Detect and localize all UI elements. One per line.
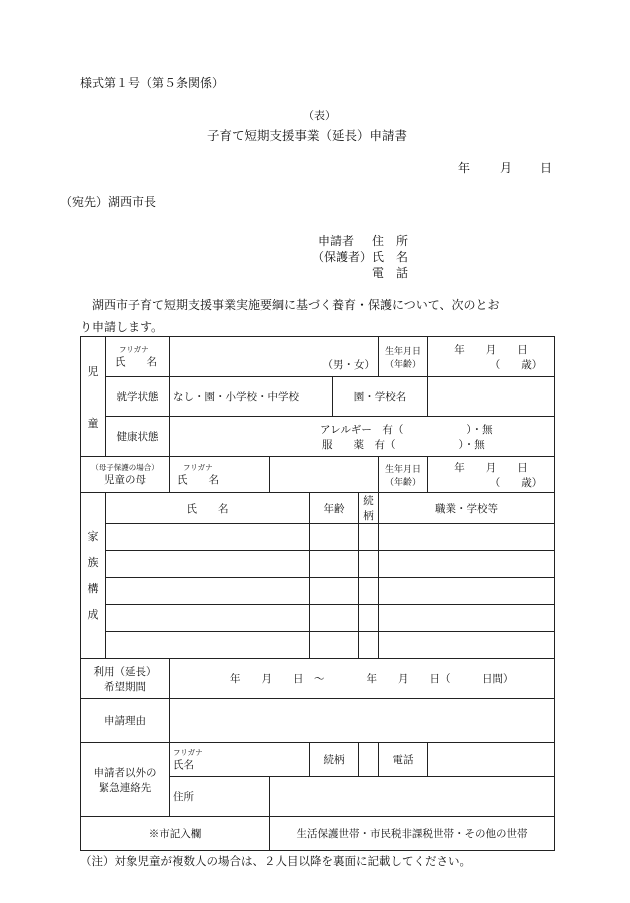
period-field[interactable]: 年 月 日 ～ 年 月 日（ 日間） [170,659,555,699]
office-row [81,817,555,851]
family-age-cell[interactable] [310,524,359,551]
application-table [80,336,555,851]
family-relation-cell[interactable] [359,524,379,551]
mother-birth-date: 年 月 日 [454,461,528,474]
family-name-cell[interactable] [106,578,310,605]
family-age-cell[interactable] [310,551,359,578]
family-col-name: 氏 名 [106,493,310,524]
office-options: 生活保護世帯・市民税非課税世帯・その他の世帯 [270,817,555,851]
family-job-cell[interactable] [379,632,555,659]
family-row [81,551,555,578]
child-status-label: 就学状態 [106,377,170,417]
emergency-label-cell [81,743,170,817]
child-health-field[interactable] [170,417,555,457]
child-allergy-line[interactable]: アレルギー 有（ ）・無 [320,423,493,436]
child-medicine-line[interactable]: 服 薬 有（ ）・無 [322,438,485,451]
family-row [81,524,555,551]
mother-row [81,457,555,493]
applicant-label: 申請者 [318,234,355,248]
child-age-value: （ 歳） [489,358,543,371]
child-status-row [81,377,555,417]
child-birth-label-cell [379,337,428,377]
family-age-cell[interactable] [310,605,359,632]
address-label: 住 所 [372,234,409,248]
family-col-age: 年齢 [310,493,359,524]
side-label: （表） [303,109,336,122]
office-label: ※市記入欄 [81,817,270,851]
child-birth-field[interactable] [428,337,555,377]
mother-label-cell [81,457,170,493]
mother-birth-field[interactable] [428,457,555,493]
mother-birth-label-cell [379,457,428,493]
mother-name-label: 氏 名 [177,473,219,486]
emergency-label-2: 緊急連絡先 [98,781,152,794]
emergency-label-1: 申請者以外の [93,766,157,779]
footer-note: （注）対象児童が複数人の場合は、２人目以降を裏面に記載してください。 [80,854,471,868]
child-birth-date: 年 月 日 [454,343,528,356]
family-job-cell[interactable] [379,524,555,551]
family-age-cell[interactable] [310,632,359,659]
emergency-phone-field[interactable] [428,743,555,777]
family-header-row [81,493,555,524]
family-relation-cell[interactable] [359,551,379,578]
mother-age-value: （ 歳） [489,476,543,489]
reason-row [81,699,555,743]
family-row [81,578,555,605]
phone-label: 電 話 [372,266,409,280]
name-label: 氏 名 [372,250,409,264]
date-year: 年 [458,161,471,175]
child-name-row [81,337,555,377]
date-month: 月 [500,161,513,175]
reason-label: 申請理由 [81,699,170,743]
family-job-cell[interactable] [379,551,555,578]
emergency-furigana-label: フリガナ [173,747,203,757]
child-health-row [81,417,555,457]
family-name-cell[interactable] [106,551,310,578]
family-relation-cell[interactable] [359,632,379,659]
family-job-cell[interactable] [379,605,555,632]
emergency-name-label: 氏名 [173,758,194,771]
family-col-job: 職業・学校等 [379,493,555,524]
emergency-phone-label: 電話 [379,743,428,777]
period-label-cell [81,659,170,699]
child-school-label: 園・学校名 [333,377,428,417]
child-school-field[interactable] [428,377,555,417]
child-name-label-cell [106,337,170,377]
family-row [81,605,555,632]
family-section-label: 家 族 構 成 [81,493,106,659]
mother-birth-label: 生年月日 [385,464,422,475]
child-age-label: （年齢） [385,359,422,370]
period-label-2: 希望期間 [104,680,146,693]
child-section-label: 児 童 [81,337,106,457]
intro-line-1: 湖西市子育て短期支援事業実施要綱に基づく養育・保護について、次のとお [92,298,500,312]
date-day: 日 [540,161,553,175]
child-status-options[interactable]: なし・園・小学校・中学校 [170,377,333,417]
reason-field[interactable] [170,699,555,743]
family-row [81,632,555,659]
family-name-cell[interactable] [106,605,310,632]
mother-name-field[interactable] [270,457,379,493]
child-birth-label: 生年月日 [385,346,422,357]
child-name-field[interactable] [170,337,379,377]
child-gender[interactable]: （男・女） [322,359,376,371]
emergency-relation-label: 続柄 [310,743,359,777]
emergency-relation-field[interactable] [359,743,379,777]
child-health-label: 健康状態 [106,417,170,457]
emergency-address-field[interactable] [270,777,555,817]
emergency-name-row [81,743,555,777]
period-label-1: 利用（延長） [93,665,157,678]
child-name-label: 氏 名 [115,355,157,368]
family-job-cell[interactable] [379,578,555,605]
mother-name-label-cell [170,457,270,493]
family-col-relation: 続柄 [359,493,379,524]
page-title: 子育て短期支援事業（延長）申請書 [207,128,408,143]
mother-furigana-label: フリガナ [183,462,213,472]
emergency-address-label: 住所 [170,777,270,817]
emergency-name-cell[interactable] [170,743,310,777]
mother-age-label: （年齢） [385,477,422,488]
addressee: （宛先）湖西市長 [60,195,157,209]
form-number: 様式第１号（第５条関係） [80,76,225,90]
family-age-cell[interactable] [310,578,359,605]
intro-line-2: り申請します。 [80,320,164,334]
period-row [81,659,555,699]
family-relation-cell[interactable] [359,578,379,605]
guardian-label: （保護者） [312,250,373,264]
family-name-cell[interactable] [106,632,310,659]
family-relation-cell[interactable] [359,605,379,632]
mother-label: 児童の母 [104,473,146,486]
family-name-cell[interactable] [106,524,310,551]
mother-note: （母子保護の場合） [91,462,159,472]
child-furigana-label: フリガナ [119,344,149,354]
